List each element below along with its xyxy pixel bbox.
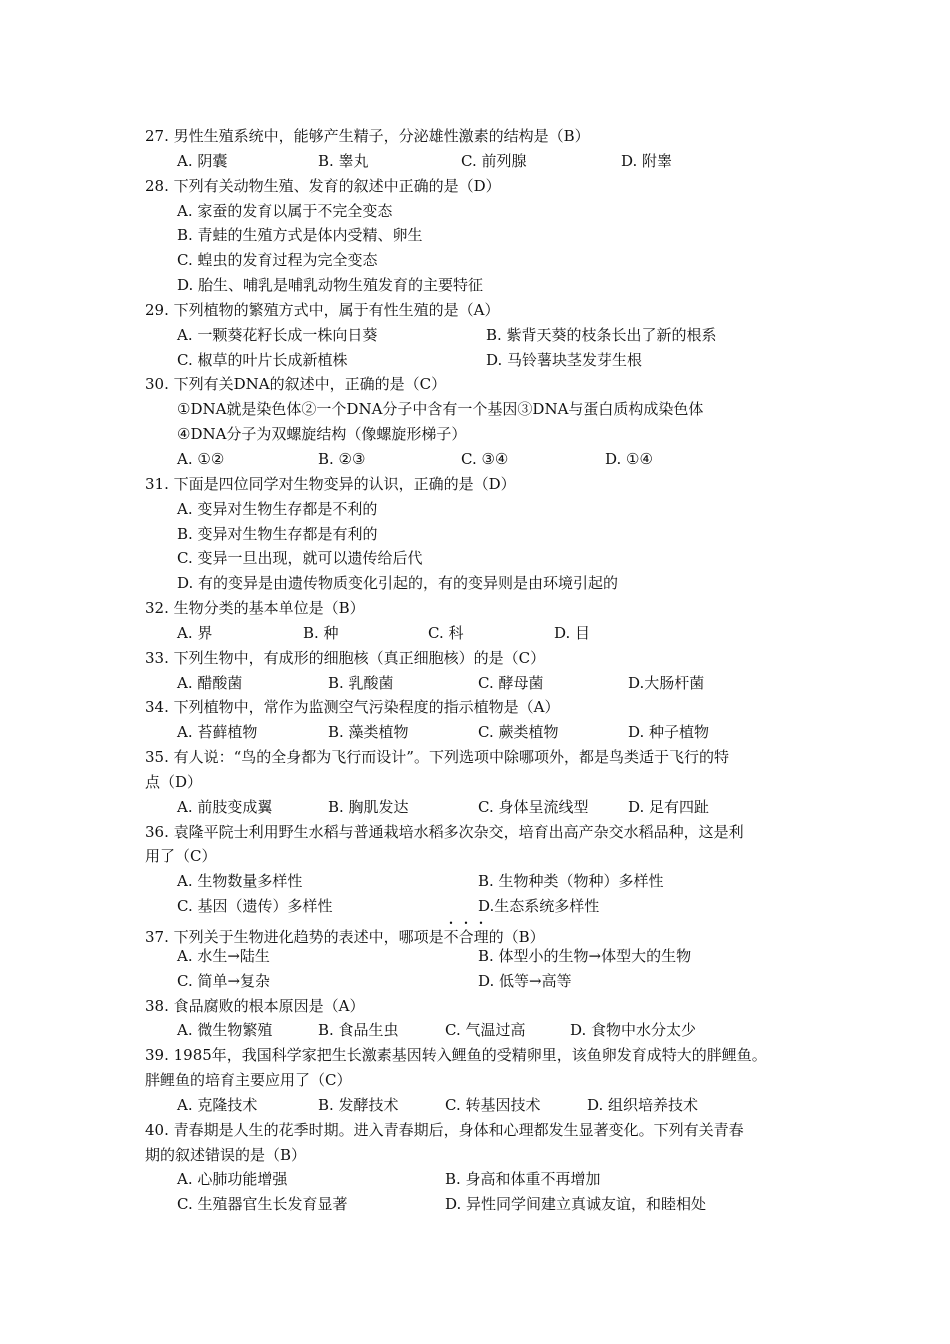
option-b: B. 藻类植物 (328, 723, 409, 742)
option-b: B. ②③ (318, 449, 366, 468)
option-b: B. 生物种类（物种）多样性 (478, 872, 664, 891)
question-30-stem (145, 372, 820, 397)
stem-text: 点（D） (145, 772, 203, 791)
option-c: C. 蕨类植物 (478, 723, 559, 742)
question-37-options-row2 (145, 969, 820, 994)
option-c: C. 生殖器官生长发育显著 (177, 1195, 348, 1214)
question-35-stem-cont (145, 770, 820, 795)
option-c: C. 基因（遗传）多样性 (177, 897, 333, 916)
question-33-options (145, 671, 820, 696)
option-b: B. 种 (303, 623, 339, 642)
question-35-options (145, 795, 820, 820)
option-a: A. 家蚕的发育以属于不完全变态 (177, 201, 393, 220)
option-c: C. 气温过高 (445, 1021, 526, 1040)
option-c: C. 酵母菌 (478, 673, 544, 692)
statement-line: ①DNA就是染色体②一个DNA分子中含有一个基因③DNA与蛋白质构成染色体 (177, 400, 704, 419)
option-d: D.生态系统多样性 (478, 897, 600, 916)
stem-text: 期的叙述错误的是（B） (145, 1145, 307, 1164)
stem-text: 39. 1985年，我国科学家把生长激素基因转入鲤鱼的受精卵里，该鱼卵发育成特大的胖鲤鱼。 (145, 1046, 767, 1065)
stem-text: 34. 下列植物中，常作为监测空气污染程度的指示植物是（A） (145, 698, 560, 717)
question-29-stem (145, 298, 820, 323)
question-34-stem (145, 695, 820, 720)
option-d: D. 足有四趾 (628, 797, 710, 816)
option-a: A. 生物数量多样性 (177, 872, 303, 891)
option-b: B. 乳酸菌 (328, 673, 394, 692)
statement-line: ④DNA分子为双螺旋结构（像螺旋形梯子） (177, 425, 467, 444)
stem-text: 37. 下列关于生物进化趋势的表述中，哪项是 (145, 928, 444, 946)
option-a: A. ①② (177, 449, 225, 468)
option-a: A. 心肺功能增强 (177, 1170, 288, 1189)
stem-text: 27. 男性生殖系统中，能够产生精子，分泌雄性激素的结构是（B） (145, 127, 590, 145)
question-34-options (145, 720, 820, 745)
option-c: C. 简单→复杂 (177, 971, 271, 990)
emphasized-keyword: 不合理 (443, 928, 489, 946)
option-d: D. 马铃薯块茎发芽生根 (486, 350, 643, 369)
question-32-stem (145, 596, 820, 621)
question-40-options-row1 (145, 1167, 820, 1192)
option-a: A. 克隆技术 (177, 1095, 258, 1114)
question-27-options (145, 149, 820, 174)
stem-text: 胖鲤鱼的培育主要应用了（C） (145, 1071, 352, 1090)
stem-text: 用了（C） (145, 847, 217, 866)
option-d: D. 种子植物 (628, 723, 710, 742)
option-a: A. 变异对生物生存都是不利的 (177, 499, 378, 518)
option-c: C. 蝗虫的发育过程为完全变态 (177, 251, 378, 270)
option-d: D. 异性同学间建立真诚友谊，和睦相处 (445, 1195, 707, 1214)
question-39-stem-cont (145, 1068, 820, 1093)
question-40-stem (145, 1118, 820, 1143)
option-b: B. 食品生虫 (318, 1021, 399, 1040)
option-d: D.大肠杆菌 (628, 673, 705, 692)
stem-text: 32. 生物分类的基本单位是（B） (145, 599, 365, 618)
stem-text: 36. 袁隆平院士利用野生水稻与普通栽培水稻多次杂交，培育出高产杂交水稻品种，这是利 (145, 822, 744, 841)
option-d: D. 有的变异是由遗传物质变化引起的，有的变异则是由环境引起的 (177, 574, 619, 593)
option-d: D. 目 (554, 623, 591, 642)
question-28-stem (145, 174, 820, 199)
question-38-options (145, 1018, 820, 1043)
question-40-stem-cont (145, 1143, 820, 1168)
option-c: C. 椒草的叶片长成新植株 (177, 350, 348, 369)
stem-text: 35. 有人说：“鸟的全身都为飞行而设计”。下列选项中除哪项外，都是鸟类适于飞行的特 (145, 748, 729, 767)
option-a: A. 苔藓植物 (177, 723, 258, 742)
option-a: A. 前肢变成翼 (177, 797, 273, 816)
question-37-stem (145, 919, 820, 944)
option-b: B. 紫背天葵的枝条长出了新的根系 (486, 325, 717, 344)
question-36-stem (145, 820, 820, 845)
option-a: A. 微生物繁殖 (177, 1021, 273, 1040)
option-b: B. 睾丸 (318, 151, 369, 170)
option-d: D. 组织培养技术 (587, 1095, 699, 1114)
option-c: C. 身体呈流线型 (478, 797, 589, 816)
question-29-options-row2 (145, 348, 820, 373)
option-a: A. 水生→陆生 (177, 946, 270, 965)
option-b: B. 发酵技术 (318, 1095, 399, 1114)
option-b: B. 胸肌发达 (328, 797, 409, 816)
stem-text: 38. 食品腐败的根本原因是（A） (145, 996, 365, 1015)
question-36-options-row1 (145, 869, 820, 894)
option-a: A. 界 (177, 623, 213, 642)
question-37-options-row1 (145, 944, 820, 969)
question-36-options-row2 (145, 894, 820, 919)
option-a: A. 阴囊 (177, 151, 228, 170)
option-b: B. 青蛙的生殖方式是体内受精、卵生 (177, 226, 423, 245)
option-b: B. 变异对生物生存都是有利的 (177, 524, 378, 543)
question-27-stem (145, 124, 820, 149)
question-35-stem (145, 745, 820, 770)
option-b: B. 身高和体重不再增加 (445, 1170, 601, 1189)
question-40-options-row2 (145, 1192, 820, 1217)
option-a: A. 醋酸菌 (177, 673, 243, 692)
question-30-options (145, 447, 820, 472)
question-38-stem (145, 994, 820, 1019)
question-31-stem (145, 472, 820, 497)
question-32-options (145, 621, 820, 646)
option-d: D. 低等→高等 (478, 971, 572, 990)
question-33-stem (145, 646, 820, 671)
stem-text: 28. 下列有关动物生殖、发育的叙述中正确的是（D） (145, 176, 501, 195)
question-39-stem (145, 1043, 820, 1068)
stem-text: 29. 下列植物的繁殖方式中，属于有性生殖的是（A） (145, 300, 500, 319)
option-a: A. 一颗葵花籽长成一株向日葵 (177, 325, 378, 344)
stem-text: 33. 下列生物中，有成形的细胞核（真正细胞核）的是（C） (145, 648, 546, 667)
stem-text: 的（B） (488, 928, 545, 946)
stem-text: 31. 下面是四位同学对生物变异的认识，正确的是（D） (145, 474, 516, 493)
stem-text: 40. 青春期是人生的花季时期。进入青春期后，身体和心理都发生显著变化。下列有关青春 (145, 1120, 744, 1139)
option-c: C. 前列腺 (461, 151, 527, 170)
question-39-options (145, 1093, 820, 1118)
option-b: B. 体型小的生物→体型大的生物 (478, 946, 692, 965)
stem-text: 30. 下列有关DNA的叙述中，正确的是（C） (145, 375, 447, 394)
question-29-options-row1 (145, 323, 820, 348)
question-36-stem-cont (145, 844, 820, 869)
option-c: C. 转基因技术 (445, 1095, 541, 1114)
option-c: C. 变异一旦出现，就可以遗传给后代 (177, 549, 423, 568)
option-d: D. 食物中水分太少 (570, 1021, 697, 1040)
option-d: D. 附睾 (621, 151, 673, 170)
option-c: C. ③④ (461, 449, 509, 468)
option-c: C. 科 (428, 623, 464, 642)
option-d: D. ①④ (605, 449, 653, 468)
question-list (145, 124, 820, 1217)
option-d: D. 胎生、哺乳是哺乳动物生殖发育的主要特征 (177, 276, 484, 295)
